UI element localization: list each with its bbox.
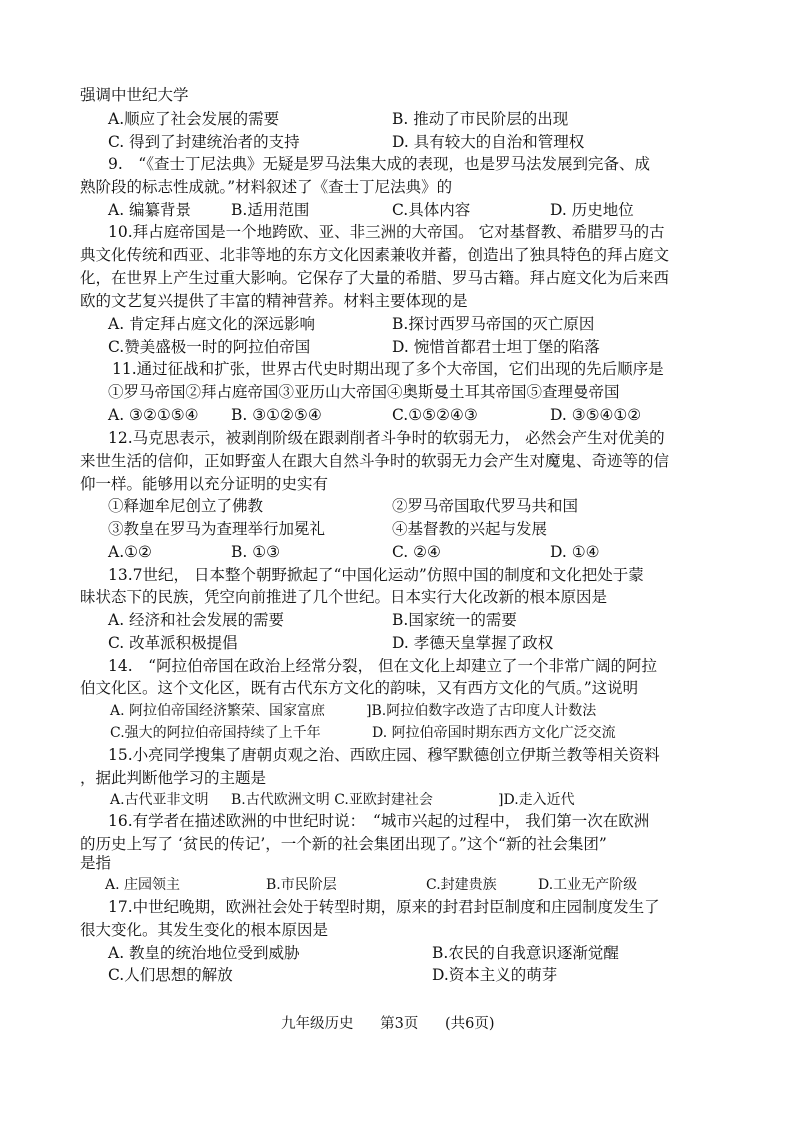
list-item: ③教皇在罗马为查理举行加冕礼 xyxy=(108,520,326,538)
option-b: B. ③①②⑤④ xyxy=(231,406,322,424)
option-d: D.资本主义的萌芽 xyxy=(432,966,558,984)
option-a: A.①② xyxy=(108,543,152,561)
text-line: 欧的文艺复兴提供了丰富的精神营养。材料主要体现的是 xyxy=(80,292,468,310)
text-line: 熟阶段的标志性成就。”材料叙述了《查士丁尼法典》的 xyxy=(80,178,453,196)
list-item: ①释迦牟尼创立了佛教 xyxy=(108,497,264,515)
question-15: 15.小亮同学搜集了唐朝贞观之治、西欧庄园、穆罕默德创立伊斯兰教等相关资料 xyxy=(108,746,660,764)
option-a: A. 教皇的统治地位受到威胁 xyxy=(108,944,300,962)
option-a: A. 经济和社会发展的需要 xyxy=(108,611,285,629)
option-a: A. ③②①⑤④ xyxy=(108,406,199,424)
footer-subject: 九年级历史 xyxy=(281,1016,354,1032)
option-d: D. 历史地位 xyxy=(550,201,634,219)
question-17: 17.中世纪晚期，欧洲社会处于转型时期，原来的封君封臣制度和庄园制度发生了 xyxy=(108,898,660,916)
option-a: A. 编纂背景 xyxy=(108,201,192,219)
option-b: B.农民的自我意识逐渐觉醒 xyxy=(432,944,619,962)
option-c: C.具体内容 xyxy=(392,201,471,219)
page-footer xyxy=(281,1013,495,1035)
option-d: ]D.走入近代 xyxy=(498,792,575,808)
text-line: ①罗马帝国②拜占庭帝国③亚历山大帝国④奥斯曼土耳其帝国⑤查理曼帝国 xyxy=(108,383,620,401)
text-line: 强调中世纪大学 xyxy=(80,86,189,104)
text-line: 是指 xyxy=(80,854,112,872)
text-line: 伯文化区。这个文化区，既有古代东方文化的韵味，又有西方文化的气质。”这说明 xyxy=(80,679,639,697)
option-c: C.①⑤②④③ xyxy=(392,406,478,424)
text-line: 仰一样。能够用以充分证明的史实有 xyxy=(80,475,329,493)
option-d: D. 孝德天皇掌握了政权 xyxy=(392,634,554,652)
option-b: ]B.阿拉伯数字改造了古印度人计数法 xyxy=(366,703,597,719)
text-line: 来世生活的信仰，正如野蛮人在跟大自然斗争时的软弱无力会产生对魔鬼、奇迹等的信 xyxy=(80,452,670,470)
option-c: C.强大的阿拉伯帝国持续了上千年 xyxy=(110,725,321,741)
option-c: C.封建贵族 xyxy=(426,877,497,893)
option-d: D.工业无产阶级 xyxy=(538,877,638,893)
option-c: C. ②④ xyxy=(392,543,441,561)
option-a: A. 庄园领主 xyxy=(105,877,181,893)
option-d: D. 具有较大的自治和管理权 xyxy=(392,133,585,151)
option-d: D. 惋惜首都君士坦丁堡的陷落 xyxy=(392,338,600,356)
option-c: C. 得到了封建统治者的支持 xyxy=(108,133,300,151)
question-13: 13.7世纪， 日本整个朝野掀起了“中国化运动”仿照中国的制度和文化把处于蒙 xyxy=(108,566,644,584)
text-line: 很大变化。其发生变化的根本原因是 xyxy=(80,921,329,939)
option-a: A. 阿拉伯帝国经济繁荣、国家富庶 xyxy=(110,703,326,719)
text-line: 化，在世界上产生过重大影响。它保存了大量的希腊、罗马古籍。拜占庭文化为后来西 xyxy=(80,269,670,287)
option-c: C.人们思想的解放 xyxy=(108,966,233,984)
text-line: 的历史上写了 ‘贫民的传记’，一个新的社会集团出现了。”这个“新的社会集团” xyxy=(80,835,607,853)
question-10: 10.拜占庭帝国是一个地跨欧、亚、非三洲的大帝国。 它对基督教、希腊罗马的古 xyxy=(108,223,665,241)
text-line: 典文化传统和西亚、北非等地的东方文化因素兼收并蓄，创造出了独具特色的拜占庭文 xyxy=(80,246,670,264)
text-line: ，据此判断他学习的主题是 xyxy=(80,769,267,787)
option-b: B.探讨西罗马帝国的灭亡原因 xyxy=(392,315,595,333)
option-b-c: B.古代欧洲文明 C.亚欧封建社会 xyxy=(231,792,433,808)
option-b: B. 推动了市民阶层的出现 xyxy=(392,110,569,128)
option-b: B.市民阶层 xyxy=(266,877,337,893)
option-b: B.国家统一的需要 xyxy=(392,611,517,629)
footer-page-number: 第3页 xyxy=(380,1016,419,1032)
option-d: D. ①④ xyxy=(550,543,600,561)
option-d: D. ③⑤④①② xyxy=(550,406,642,424)
footer-total-pages: (共6页) xyxy=(444,1016,495,1032)
option-a: A. 肯定拜占庭文化的深远影响 xyxy=(108,315,316,333)
option-c: C. 改革派积极提倡 xyxy=(108,634,238,652)
question-16: 16.有学者在描述欧洲的中世纪时说： “城市兴起的过程中， 我们第一次在欧洲 xyxy=(108,812,650,830)
list-item: ④基督教的兴起与发展 xyxy=(392,520,548,538)
question-9: 9. “《查士丁尼法典》无疑是罗马法集大成的表现，也是罗马法发展到完备、成 xyxy=(108,155,650,173)
option-a: A.古代亚非文明 xyxy=(110,792,209,808)
question-12: 12.马克思表示，被剥削阶级在跟剥削者斗争时的软弱无力， 必然会产生对优美的 xyxy=(108,429,665,447)
option-b: B.适用范围 xyxy=(231,201,310,219)
text-line: 昧状态下的民族，凭空向前推进了几个世纪。日本实行大化改新的根本原因是 xyxy=(80,588,608,606)
question-14: 14. “阿拉伯帝国在政治上经常分裂， 但在文化上却建立了一个非常广阔的阿拉 xyxy=(108,657,658,675)
option-c: C.赞美盛极一时的阿拉伯帝国 xyxy=(108,338,311,356)
option-a: A.顺应了社会发展的需要 xyxy=(108,110,280,128)
option-b: B. ①③ xyxy=(231,543,281,561)
option-d: D. 阿拉伯帝国时期东西方文化广泛交流 xyxy=(372,725,616,741)
list-item: ②罗马帝国取代罗马共和国 xyxy=(392,497,579,515)
question-11: 11.通过征战和扩张，世界古代史时期出现了多个大帝国，它们出现的先后顺序是 xyxy=(112,360,664,378)
